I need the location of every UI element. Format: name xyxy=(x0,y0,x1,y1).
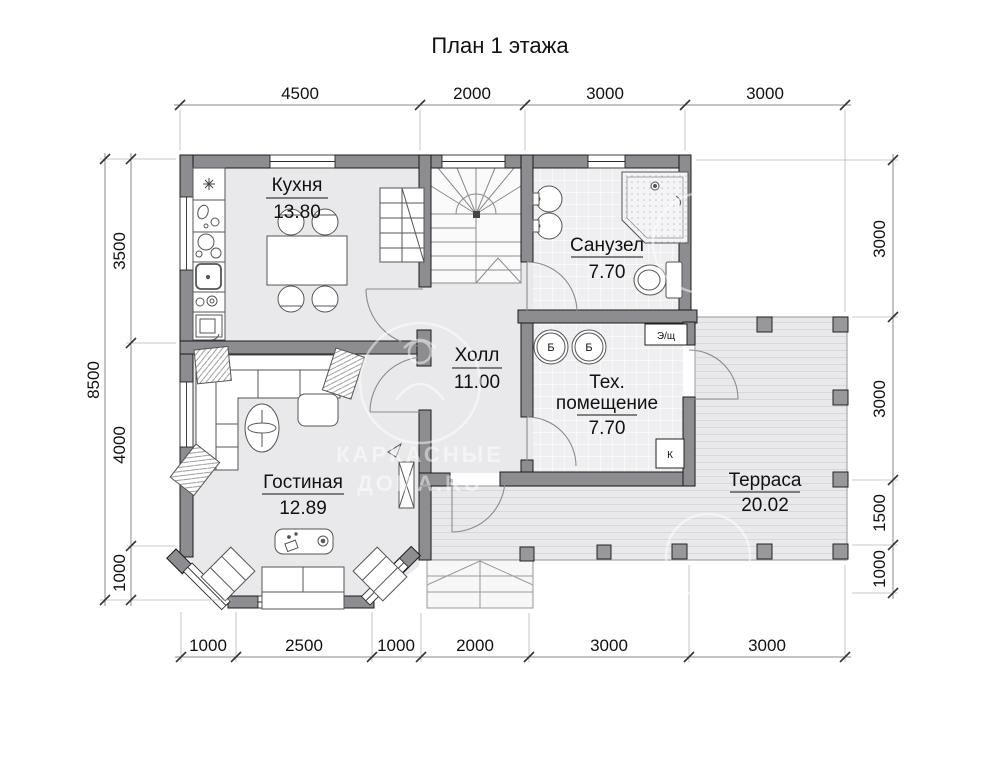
dim-value: 4000 xyxy=(110,426,129,464)
boiler-label: Б xyxy=(547,342,555,354)
post xyxy=(757,317,772,332)
room-area: 7.70 xyxy=(588,418,626,439)
kitchen-cabinet xyxy=(380,188,424,262)
wall-segment xyxy=(505,155,588,168)
post xyxy=(833,317,848,332)
room-name: помещение xyxy=(555,393,659,414)
dim-value: 8500 xyxy=(84,361,103,399)
window xyxy=(180,197,193,270)
heater-unit xyxy=(656,439,684,468)
wall-segment xyxy=(683,397,695,486)
room-name: Кухня xyxy=(271,175,323,196)
dim-value: 2000 xyxy=(456,636,494,655)
wall-segment xyxy=(228,596,258,608)
dim-value: 1000 xyxy=(189,636,227,655)
window xyxy=(180,382,193,447)
boiler-icon xyxy=(534,330,568,364)
wall-segment xyxy=(521,322,533,417)
post xyxy=(672,544,687,559)
ottoman xyxy=(298,394,338,426)
dim-value: 3000 xyxy=(870,220,889,258)
room-area: 13.80 xyxy=(273,202,321,223)
dim-value: 3000 xyxy=(748,636,786,655)
room-name: Терраса xyxy=(728,470,802,491)
boiler-label: Б xyxy=(585,342,593,354)
electrical-panel xyxy=(645,324,687,345)
wall-segment xyxy=(500,472,695,486)
sink-icon xyxy=(196,264,221,289)
dim-value: 3000 xyxy=(586,84,624,103)
room-area: 20.02 xyxy=(741,495,789,516)
post xyxy=(520,547,534,561)
dim-value: 3500 xyxy=(110,232,129,270)
dim-value: 3000 xyxy=(590,636,628,655)
wall-segment xyxy=(180,155,193,197)
washer-icon xyxy=(196,315,222,340)
room-area: 12.89 xyxy=(279,498,327,519)
post xyxy=(833,390,848,405)
window xyxy=(588,155,625,168)
bay-sofa xyxy=(262,567,344,609)
dim-value: 2000 xyxy=(453,84,491,103)
dim-value: 3000 xyxy=(870,380,889,418)
room-name: Санузел xyxy=(569,235,645,256)
dim-value: 1000 xyxy=(110,554,129,592)
staircase xyxy=(431,168,521,283)
post xyxy=(833,472,848,487)
tv-stand xyxy=(275,529,333,554)
page-title: План 1 этажа xyxy=(431,33,569,58)
post xyxy=(757,544,772,559)
window xyxy=(442,155,505,168)
dim-value: 1500 xyxy=(870,494,889,532)
dim-value: 1000 xyxy=(870,550,889,588)
porch-steps xyxy=(427,560,533,608)
dim-value: 3000 xyxy=(746,84,784,103)
window xyxy=(270,155,335,168)
watermark-text: КАРКАСНЫЕ xyxy=(336,442,504,467)
electrical-panel-label: Э/щ xyxy=(656,331,676,342)
boiler-icon xyxy=(572,330,606,364)
room-area: 7.70 xyxy=(588,262,626,283)
room-name: Тех. xyxy=(589,372,625,393)
dim-value: 4500 xyxy=(281,84,319,103)
post xyxy=(597,545,611,559)
coffee-table xyxy=(245,404,279,452)
wall-segment xyxy=(521,155,533,262)
dim-value: 2500 xyxy=(285,636,323,655)
room-name: Холл xyxy=(454,345,500,366)
heater-label: К xyxy=(667,450,673,461)
wall-segment xyxy=(180,270,193,382)
dim-value: 1000 xyxy=(377,636,415,655)
post xyxy=(833,544,848,559)
room-name: Гостиная xyxy=(263,472,343,493)
watermark-text: ДОМА.RU xyxy=(357,471,483,496)
wall-segment xyxy=(518,310,697,323)
room-area: 11.00 xyxy=(453,372,501,393)
